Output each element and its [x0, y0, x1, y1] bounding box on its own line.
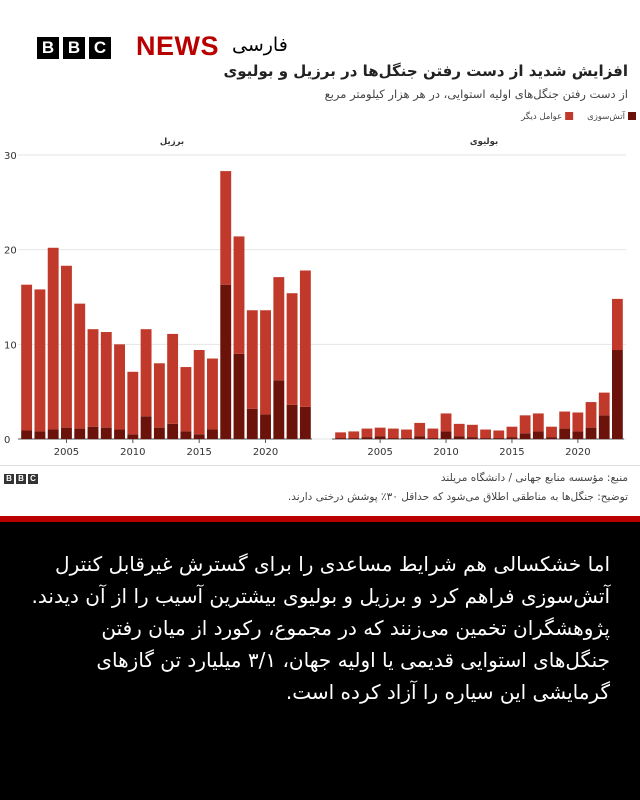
bar-fire-0-2013 [167, 424, 178, 439]
bar-fire-1-2015 [507, 437, 518, 439]
bar-fire-0-2006 [74, 429, 85, 439]
bar-other-1-2010 [441, 413, 452, 431]
bar-other-0-2012 [154, 363, 165, 427]
bar-other-0-2023 [300, 270, 311, 406]
panel-title-1: بولیوی [469, 137, 499, 147]
logo-letter-b2: B [63, 37, 85, 59]
bar-fire-0-2011 [141, 416, 152, 439]
bar-other-1-2004 [362, 429, 373, 438]
chart-subtitle: از دست رفتن جنگل‌های اولیه استوایی، در هر هزار کیلومتر مربع [324, 87, 628, 101]
bar-other-0-2009 [114, 344, 125, 429]
service-wordmark: فارسی [232, 34, 288, 56]
legend-swatch-0 [628, 112, 636, 120]
bar-other-1-2008 [414, 423, 425, 436]
bar-fire-1-2023 [612, 350, 623, 439]
bar-other-1-2009 [427, 429, 438, 438]
bar-fire-1-2003 [348, 438, 359, 439]
bar-other-0-2014 [180, 367, 191, 431]
bar-other-1-2015 [507, 427, 518, 437]
bar-other-1-2016 [520, 415, 531, 433]
bar-other-1-2023 [612, 299, 623, 350]
bar-fire-0-2016 [207, 430, 218, 439]
x-tick-label-0-2020: 2020 [252, 447, 279, 458]
bar-fire-0-2020 [260, 414, 271, 439]
bar-fire-1-2018 [546, 437, 557, 439]
bar-other-1-2014 [493, 430, 504, 438]
bar-other-1-2019 [559, 412, 570, 429]
bar-fire-1-2008 [414, 436, 425, 439]
bar-other-1-2020 [572, 412, 583, 431]
bar-fire-0-2009 [114, 430, 125, 439]
bar-other-0-2020 [260, 310, 271, 414]
chart-title: افزایش شدید از دست رفتن جنگل‌ها در برزیل و بولیوی [223, 62, 628, 80]
y-tick-label-20: 20 [4, 245, 17, 257]
x-tick-label-1-2015: 2015 [499, 447, 525, 458]
bar-other-0-2022 [287, 293, 298, 405]
bar-other-0-2015 [194, 350, 205, 434]
caption-text: اما خشکسالی هم شرایط مساعدی را برای گسترش غیرقابل کنترل آتش‌سوزی فراهم کرد و برزیل و بولیوی بیشترین آسیب را از آن دیدند. پژوهشگران تخمین می‌زنند که در مجموع، رکورد از میان رفتن جنگل‌های استوایی قدیمی یا اولیه جهان، ۳/۱ میلیارد تن گازهای گرمایشی این سیاره را آزاد کرده است. [31, 552, 610, 704]
bar-other-0-2005 [61, 266, 72, 428]
bar-fire-0-2005 [61, 428, 72, 439]
bar-other-0-2007 [88, 329, 99, 427]
logo-letter-c: C [89, 37, 111, 59]
bar-fire-0-2003 [34, 431, 45, 439]
bar-fire-1-2006 [388, 438, 399, 439]
bar-fire-1-2022 [599, 415, 610, 439]
bar-fire-0-2008 [101, 428, 112, 439]
bar-fire-1-2007 [401, 438, 412, 439]
bar-other-0-2003 [34, 289, 45, 431]
bar-fire-0-2002 [21, 430, 32, 439]
footer-logo [4, 474, 38, 484]
bar-fire-1-2014 [493, 438, 504, 439]
bar-fire-1-2012 [467, 437, 478, 439]
x-tick-label-1-2020: 2020 [565, 447, 591, 458]
bar-fire-1-2016 [520, 433, 531, 439]
x-tick-label-0-2015: 2015 [186, 447, 212, 458]
x-tick-label-1-2005: 2005 [367, 447, 393, 458]
bar-fire-0-2018 [234, 354, 245, 439]
logo-letter-b1: B [37, 37, 59, 59]
bar-other-1-2007 [401, 430, 412, 439]
bar-fire-1-2011 [454, 436, 465, 439]
y-tick-label-10: 10 [4, 340, 17, 352]
bar-fire-1-2004 [362, 437, 373, 439]
bar-other-0-2002 [21, 285, 32, 431]
bar-other-0-2013 [167, 334, 178, 424]
bar-other-1-2017 [533, 413, 544, 431]
bar-fire-1-2019 [559, 429, 570, 439]
bar-fire-1-2005 [375, 436, 386, 439]
legend-swatch-1 [565, 112, 573, 120]
bar-fire-1-2017 [533, 431, 544, 439]
panel-title-0: برزیل [159, 137, 185, 147]
header [0, 0, 640, 60]
bar-fire-0-2015 [194, 434, 205, 439]
note-text: توضیح: جنگل‌ها به مناطقی اطلاق می‌شود که حداقل ۳۰٪ پوشش درختی دارند. [287, 491, 628, 503]
footer-logo-c: C [28, 474, 38, 484]
bar-fire-0-2017 [220, 285, 231, 439]
bar-other-0-2010 [127, 372, 138, 434]
bar-fire-1-2002 [335, 438, 346, 439]
x-tick-label-0-2010: 2010 [120, 447, 146, 458]
bar-fire-0-2004 [48, 430, 59, 439]
bar-fire-0-2014 [180, 431, 191, 439]
legend-label-1: عوامل دیگر [521, 112, 563, 122]
x-tick-label-1-2010: 2010 [433, 447, 459, 458]
bar-fire-1-2020 [572, 431, 583, 439]
footer-divider [0, 465, 640, 466]
bar-other-0-2021 [273, 277, 284, 380]
bar-other-1-2012 [467, 425, 478, 437]
footer-logo-b1: B [4, 474, 14, 484]
bar-fire-0-2019 [247, 409, 258, 439]
bar-other-1-2002 [335, 432, 346, 438]
bar-other-0-2004 [48, 248, 59, 430]
y-tick-label-30: 30 [4, 151, 17, 162]
bar-fire-1-2013 [480, 438, 491, 439]
bar-fire-0-2021 [273, 380, 284, 439]
bar-other-1-2022 [599, 393, 610, 416]
bar-fire-1-2009 [427, 438, 438, 439]
footer-logo-b2: B [16, 474, 26, 484]
chart [0, 108, 640, 458]
bar-other-1-2003 [348, 431, 359, 438]
bar-other-0-2008 [101, 332, 112, 428]
bar-other-0-2019 [247, 310, 258, 408]
bar-other-0-2016 [207, 359, 218, 430]
bar-fire-1-2021 [586, 428, 597, 439]
bar-other-1-2018 [546, 427, 557, 437]
bar-other-1-2011 [454, 424, 465, 436]
bar-other-0-2018 [234, 236, 245, 353]
bar-other-1-2006 [388, 429, 399, 438]
bar-fire-0-2023 [300, 407, 311, 439]
bar-other-0-2017 [220, 171, 231, 285]
bar-other-0-2006 [74, 304, 85, 429]
news-wordmark: NEWS [136, 31, 219, 61]
bar-other-1-2005 [375, 428, 386, 437]
bar-other-1-2013 [480, 430, 491, 439]
source-text: منبع: مؤسسه منابع جهانی / دانشگاه مریلند [440, 472, 628, 484]
y-tick-label-0: 0 [4, 435, 11, 446]
bar-fire-0-2010 [127, 434, 138, 439]
bar-fire-0-2012 [154, 428, 165, 439]
x-tick-label-0-2005: 2005 [53, 447, 80, 458]
bar-fire-0-2022 [287, 405, 298, 439]
bar-other-1-2021 [586, 402, 597, 428]
legend-label-0: آتش‌سوزی [587, 112, 625, 122]
bar-other-0-2011 [141, 329, 152, 416]
bar-fire-1-2010 [441, 431, 452, 439]
bar-fire-0-2007 [88, 427, 99, 439]
